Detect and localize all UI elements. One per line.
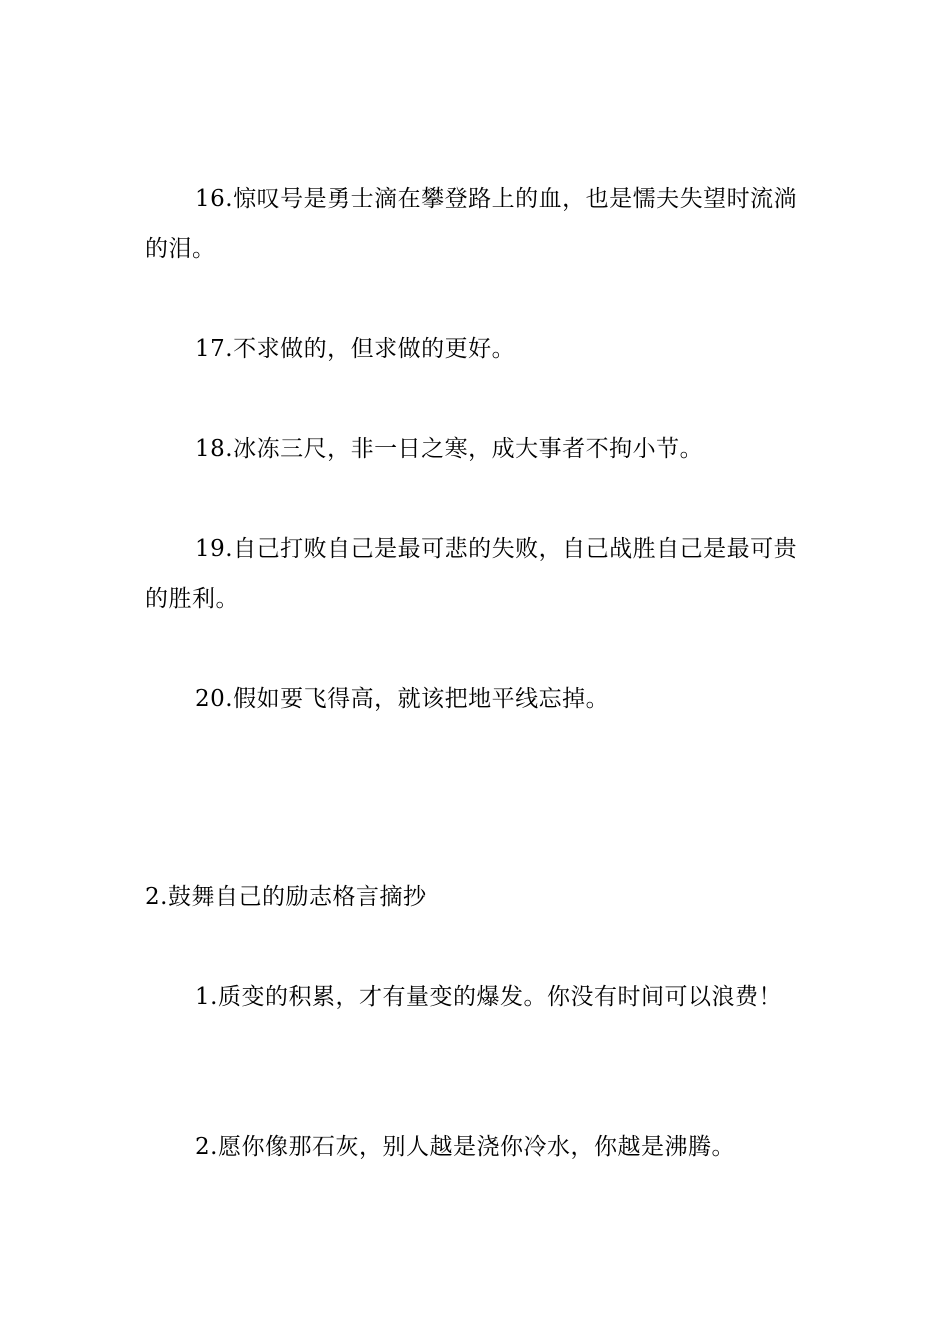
quote-paragraph-17: 17.不求做的，但求做的更好。 [195,336,516,362]
quote-paragraph-20: 20.假如要飞得高，就该把地平线忘掉。 [195,686,610,712]
section-heading: 2.鼓舞自己的励志格言摘抄 [145,884,427,910]
quote-paragraph-19: 19.自己打败自己是最可悲的失败，自己战胜自己是最可贵的胜利。 [145,536,798,612]
quote-paragraph-18: 18.冰冻三尺，非一日之寒，成大事者不拘小节。 [195,436,704,462]
quote-paragraph-1: 1.质变的积累，才有量变的爆发。你没有时间可以浪费！ [195,984,782,1010]
quote-paragraph-2: 2.愿你像那石灰，别人越是浇你冷水，你越是沸腾。 [195,1134,735,1160]
quote-paragraph-16: 16.惊叹号是勇士滴在攀登路上的血，也是懦夫失望时流淌的泪。 [145,186,798,262]
